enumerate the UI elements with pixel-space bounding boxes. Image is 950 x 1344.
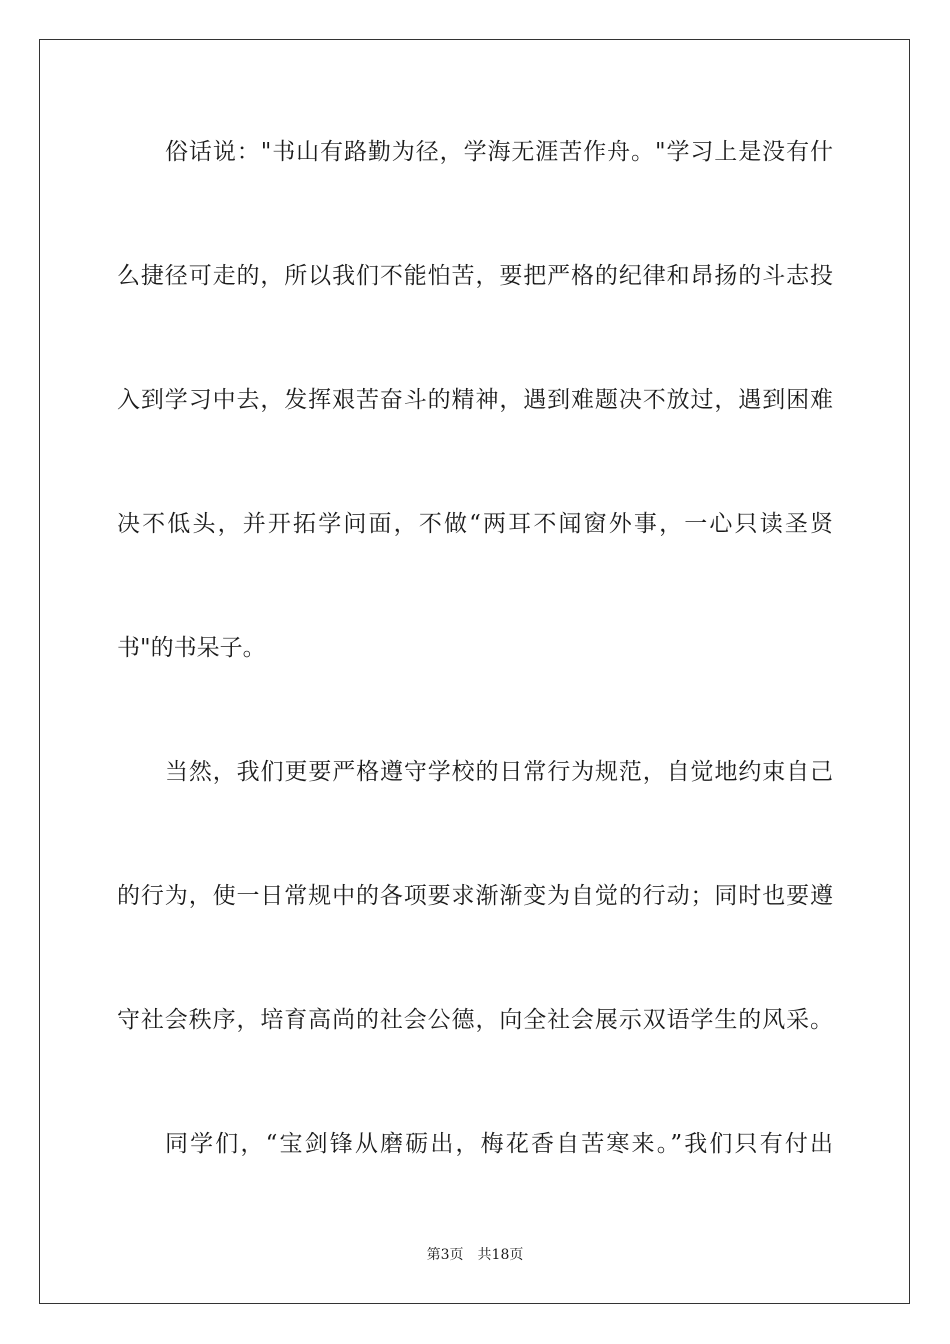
paragraph-line: 同学们，“宝剑锋从磨砺出，梅花香自苦寒来。”我们只有付出	[165, 1131, 833, 1157]
paragraph-line: 守社会秩序，培育高尚的社会公德，向全社会展示双语学生的风采。	[117, 1007, 833, 1033]
page-footer	[0, 1246, 950, 1264]
paragraph-line: 么捷径可走的，所以我们不能怕苦，要把严格的纪律和昂扬的斗志投	[117, 263, 833, 289]
page-border	[39, 39, 910, 1304]
paragraph-line: 入到学习中去，发挥艰苦奋斗的精神，遇到难题决不放过，遇到困难	[117, 387, 833, 413]
paragraph-line: 的行为，使一日常规中的各项要求渐渐变为自觉的行动；同时也要遵	[117, 883, 833, 909]
page-total: 共18页	[477, 1247, 524, 1263]
page-number: 第3页	[426, 1247, 464, 1263]
paragraph-line: 决不低头，并开拓学问面，不做“两耳不闻窗外事，一心只读圣贤	[117, 511, 833, 537]
paragraph-line: 书"的书呆子。	[117, 635, 266, 661]
paragraph-line: 俗话说："书山有路勤为径，学海无涯苦作舟。"学习上是没有什	[165, 139, 833, 165]
paragraph-line: 当然，我们更要严格遵守学校的日常行为规范，自觉地约束自己	[165, 759, 833, 785]
